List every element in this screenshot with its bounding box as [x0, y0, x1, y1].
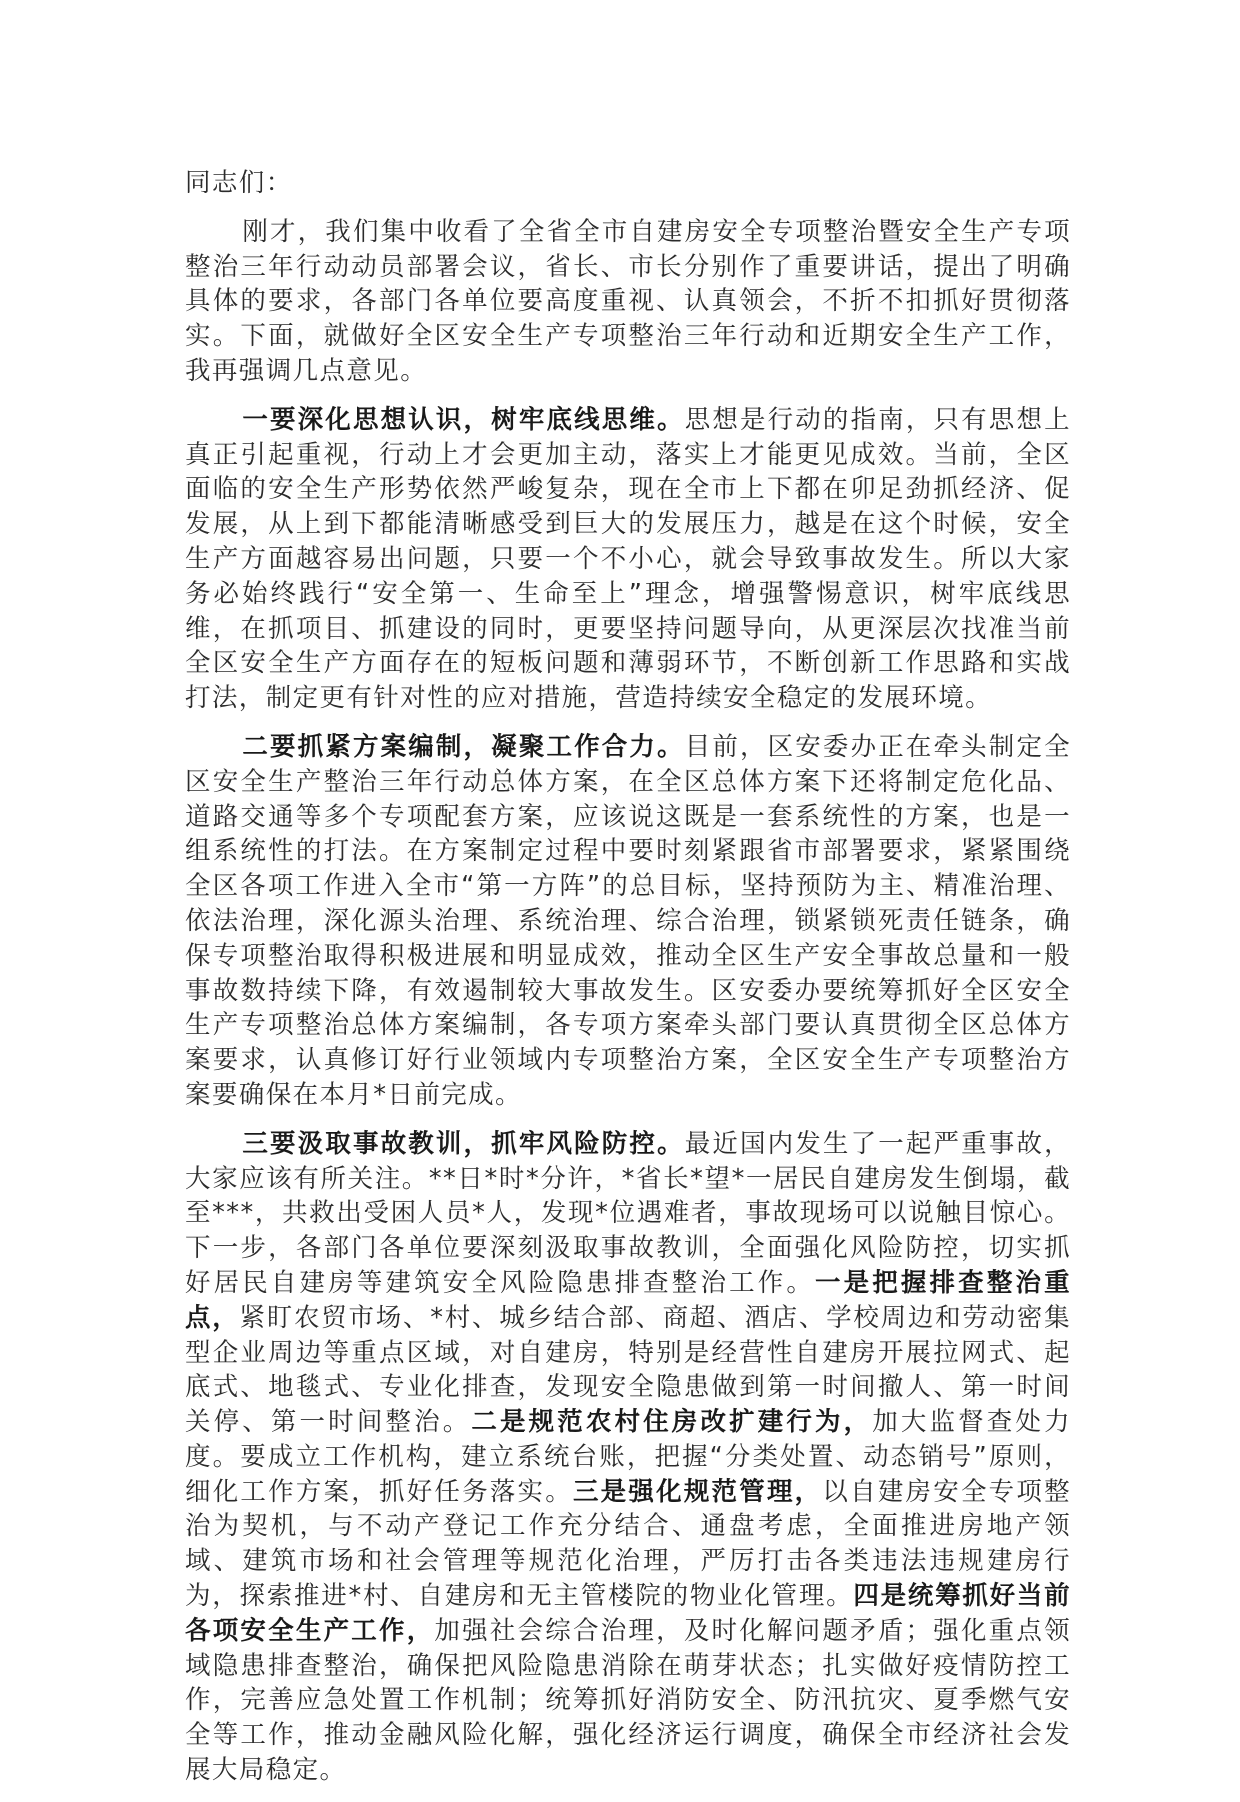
paragraph-text: 最近国内发生了一起严重事故，大家应该有所关注。**日*时*分许，*省长*望*一居民自建房发生倒塌，截至***，共救出受困人员*人，发现*位遇难者，事故现场可以说触目惊心。下一步，各部门各单位要深刻汲取事故教训，全面强化风险防控，切实抓好居民自建房等建筑安全风险隐患排查整治工作。 — [185, 1128, 1071, 1298]
subpoint-text: 加大监督查处力度。要成立工作机构，建立系统台账，把握“分类处置、动态销号”原则，细化工作方案，抓好任务落实。 — [185, 1407, 1071, 1507]
paragraph-intro — [185, 215, 1071, 389]
document-page — [185, 166, 1071, 1802]
paragraph-heading: 一要深化思想认识，树牢底线思维。 — [242, 404, 685, 435]
subpoint-text: 加强社会综合治理，及时化解问题矛盾；强化重点领域隐患排查整治，确保把风险隐患消除在萌芽状态；扎实做好疫情防控工作，完善应急处置工作机制；统筹抓好消防安全、防汛抗灾、夏季燃气安全等工作，推动金融风险化解，强化经济运行调度，确保全市经济社会发展大局稳定。 — [185, 1615, 1071, 1786]
subpoint-heading: 四是统筹抓好当前各项安全生产工作， — [185, 1581, 1071, 1646]
salutation: 同志们： — [185, 168, 293, 198]
paragraph-text: 刚才，我们集中收看了全省全市自建房安全专项整治暨安全生产专项整治三年行动动员部署会议，省长、市长分别作了重要讲话，提出了明确具体的要求，各部门各单位要高度重视、认真领会，不折不扣抓好贯彻落实。下面，就做好全区安全生产专项整治三年行动和近期安全生产工作，我再强调几点意见。 — [185, 216, 1071, 386]
paragraph-text: 目前，区安委办正在牵头制定全区安全生产整治三年行动总体方案，在全区总体方案下还将制定危化品、道路交通等多个专项配套方案，应该说这既是一套系统性的方案，也是一组系统性的打法。在方案制定过程中要时刻紧跟省市部署要求，紧紧围绕全区各项工作进入全市“第一方阵”的总目标，坚持预防为主、精准治理、依法治理，深化源头治理、系统治理、综合治理，锁紧锁死责任链条，确保专项整治取得积极进展和明显成效，推动全区生产安全事故总量和一般事故数持续下降，有效遏制较大事故发生。区安委办要统筹抓好全区安全生产专项整治总体方案编制，各专项方案牵头部门要认真贯彻全区总体方案要求，认真修订好行业领域内专项整治方案，全区安全生产专项整治方案要确保在本月*日前完成。 — [185, 731, 1071, 1110]
subpoint-text: 以自建房安全专项整治为契机，与不动产登记工作充分结合、通盘考虑，全面推进房地产领域、建筑市场和社会管理等规范化治理，严厉打击各类违法违规建房行为，探索推进*村、自建房和无主管楼院的物业化管理。 — [185, 1476, 1071, 1612]
subpoint-heading: 一是把握排查整治重点， — [185, 1267, 1071, 1333]
paragraph-point-3 — [185, 1127, 1071, 1788]
subpoint-heading: 二是规范农村住房改扩建行为， — [471, 1407, 873, 1438]
paragraph-point-2 — [185, 730, 1071, 1113]
paragraph-text: 思想是行动的指南，只有思想上真正引起重视，行动上才会更加主动，落实上才能更见成效。当前，全区面临的安全生产形势依然严峻复杂，现在全市上下都在卯足劲抓经济、促发展，从上到下都能清晰感受到巨大的发展压力，越是在这个时候，安全生产方面越容易出问题，只要一个不小心，就会导致事故发生。所以大家务必始终践行“安全第一、生命至上”理念，增强警惕意识，树牢底线思维，在抓项目、抓建设的同时，更要坚持问题导向，从更深层次找准当前全区安全生产方面存在的短板问题和薄弱环节，不断创新工作思路和实战打法，制定更有针对性的应对措施，营造持续安全稳定的发展环境。 — [185, 404, 1071, 714]
paragraph-point-1 — [185, 403, 1071, 716]
subpoint-text: 紧盯农贸市场、*村、城乡结合部、商超、酒店、学校周边和劳动密集型企业周边等重点区域，对自建房，特别是经营性自建房开展拉网式、起底式、地毯式、专业化排查，发现安全隐患做到第一时间撤人、第一时间关停、第一时间整治。 — [185, 1302, 1071, 1438]
paragraph-heading: 三要汲取事故教训，抓牢风险防控。 — [242, 1128, 685, 1159]
subpoint-heading: 三是强化规范管理， — [572, 1476, 823, 1507]
paragraph-heading: 二要抓紧方案编制，凝聚工作合力。 — [242, 731, 685, 762]
